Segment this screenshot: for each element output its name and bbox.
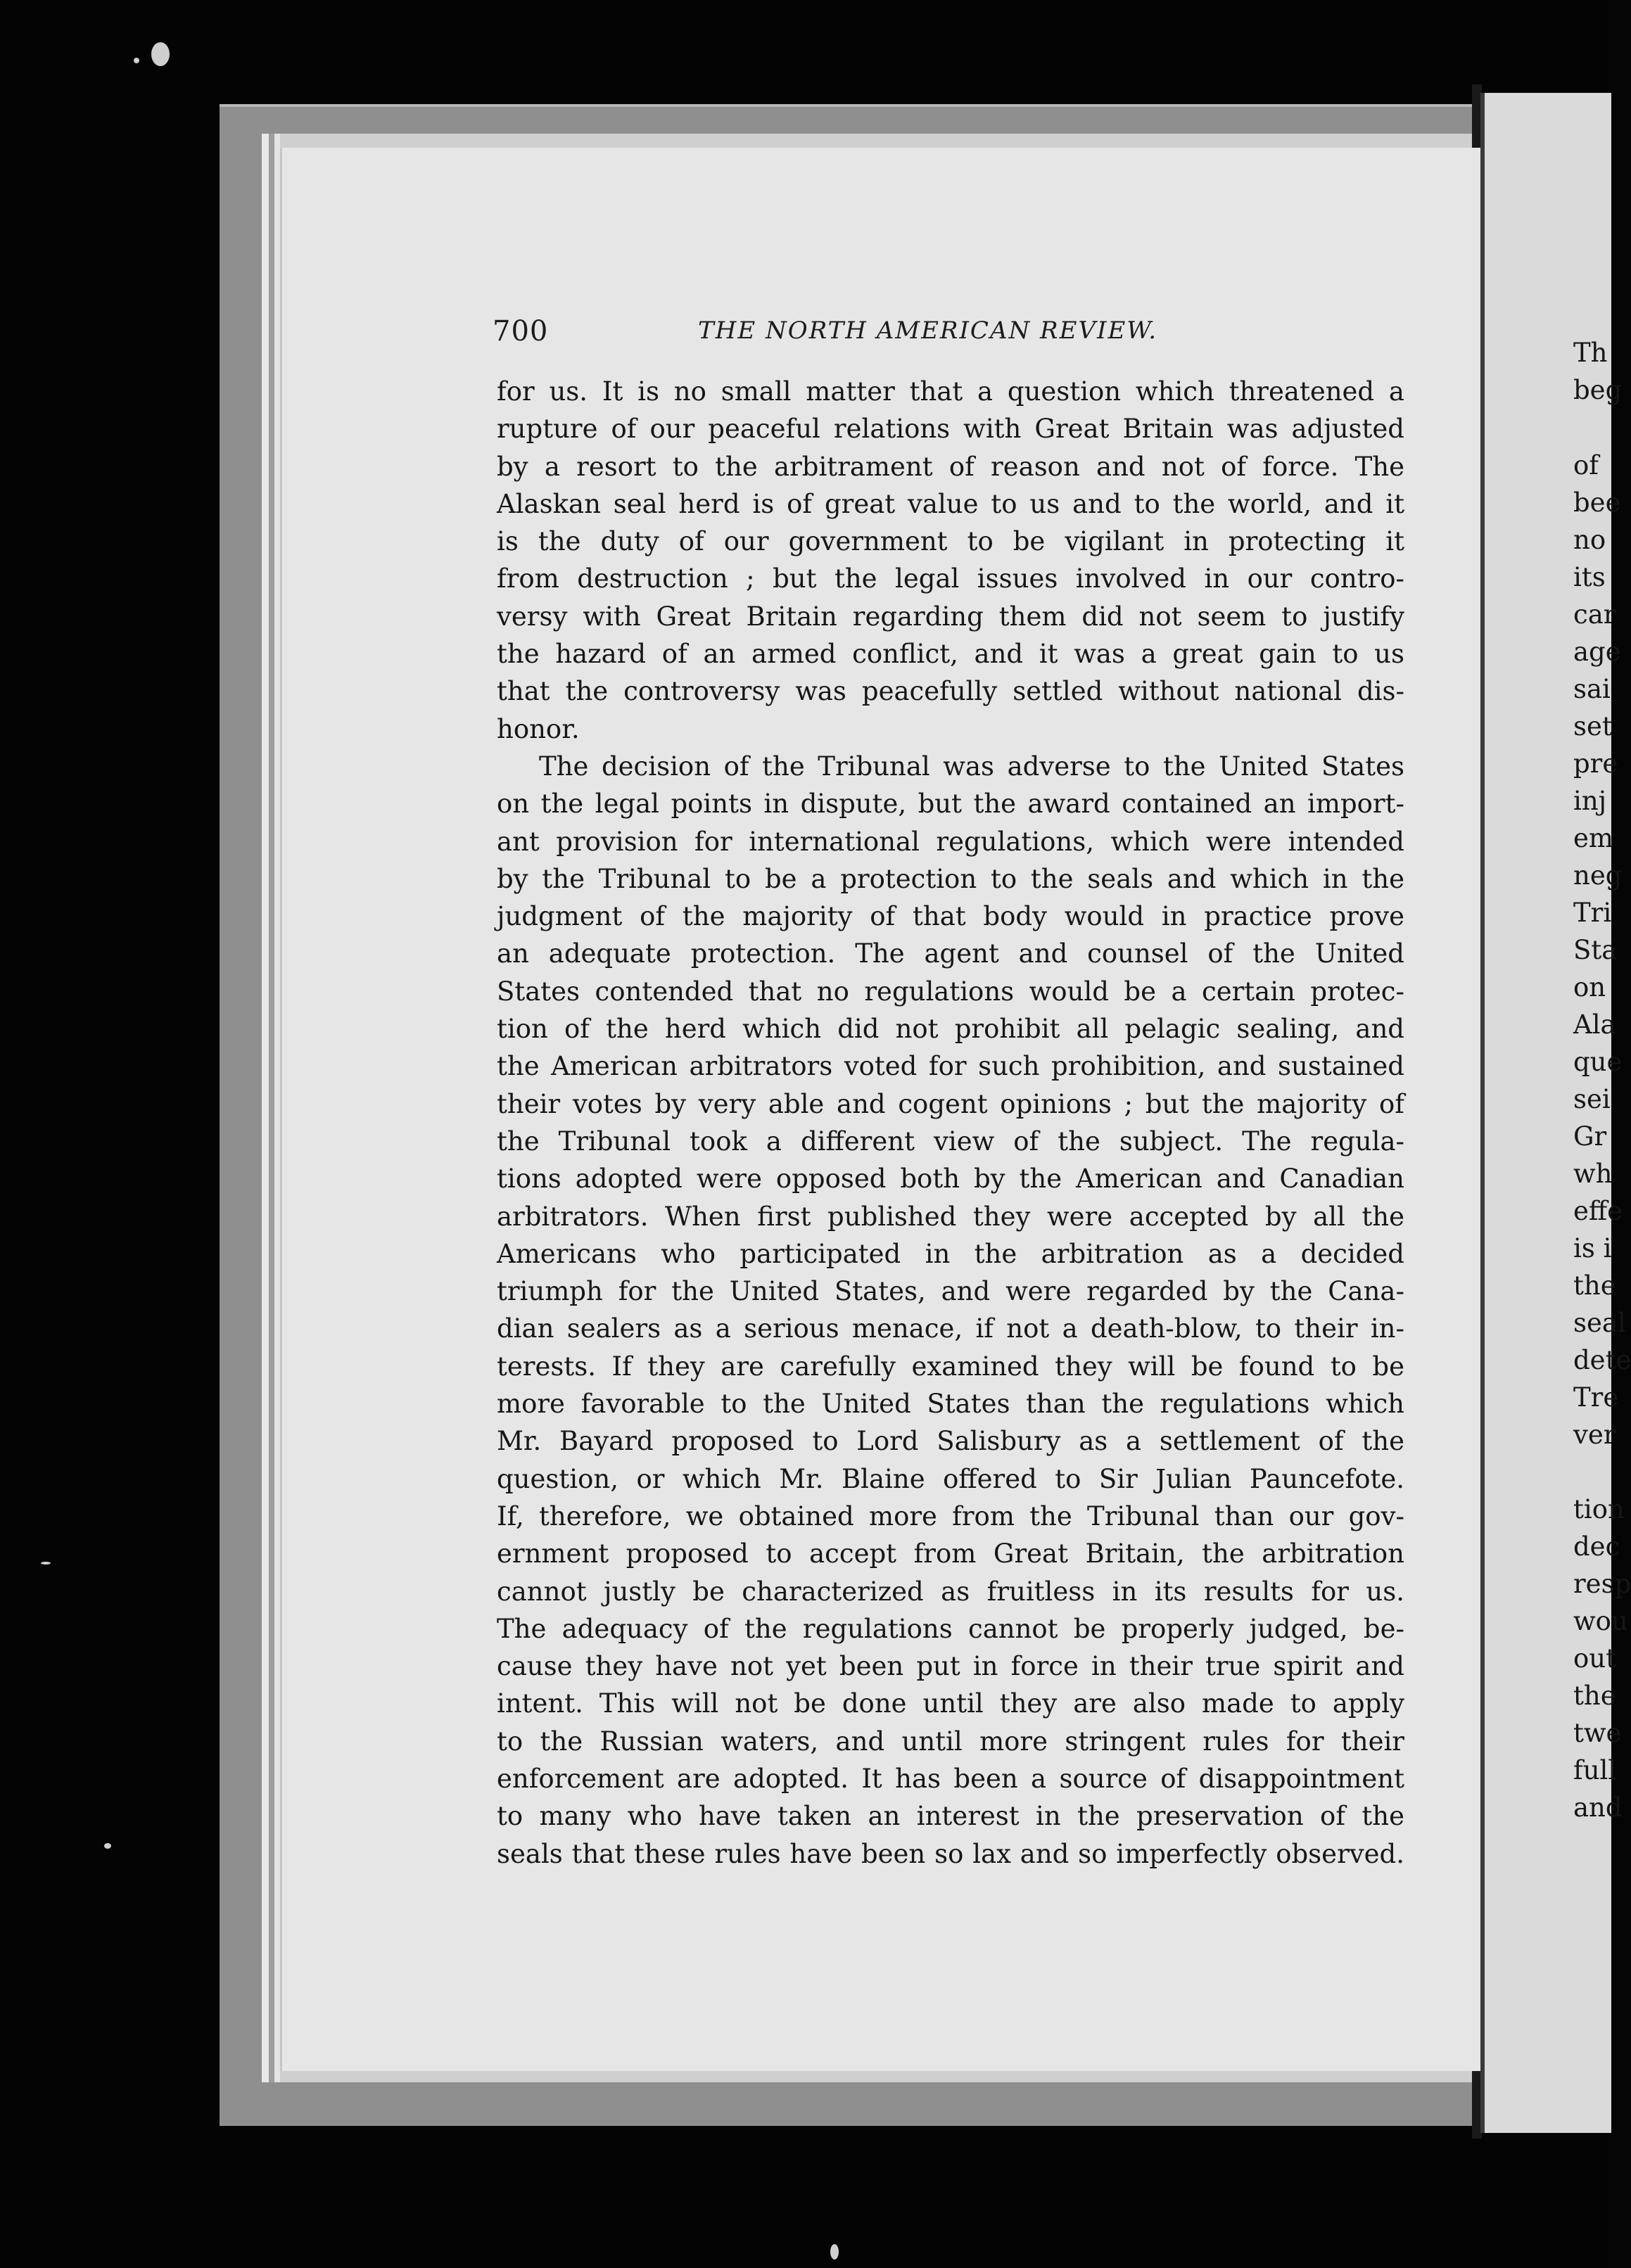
text-line: terests. If they are carefully examined they will be found to be [497,1351,1404,1382]
text-line: their votes by very able and cogent opinions ; but the majority of [497,1088,1404,1119]
text-line: cannot justly be characterized as fruitless in its results for us. [497,1576,1404,1607]
adjacent-fragment: twe [1573,1718,1622,1748]
scan-speck [134,58,139,63]
text-line: from destruction ; but the legal issues involved in our contro- [497,563,1404,594]
text-line: cause they have not yet been put in force in their true spirit and [497,1651,1404,1682]
text-line: on the legal points in dispute, but the award contained an import- [497,789,1404,820]
text-line: seals that these rules have been so lax and so imperfectly observed. [497,1838,1404,1869]
adjacent-fragment: the [1573,1270,1616,1301]
text-line: intent. This will not be done until they are also made to apply [497,1688,1404,1719]
running-title: THE NORTH AMERICAN REVIEW. [698,317,1158,345]
adjacent-fragment: set [1573,711,1613,741]
text-line: tion of the herd which did not prohibit all pelagic sealing, and [497,1014,1404,1045]
text-line: versy with Great Britain regarding them did not seem to justify [497,601,1404,632]
adjacent-fragment: tion [1573,1494,1625,1524]
text-line: The adequacy of the regulations cannot be properly judged, be- [497,1613,1404,1644]
text-line: tions adopted were opposed both by the American and Canadian [497,1164,1404,1194]
text-line: more favorable to the United States than the regulations which [497,1389,1404,1420]
adjacent-fragment: car [1573,599,1616,630]
adjacent-fragment: full [1573,1755,1617,1785]
text-line: the Tribunal took a different view of the subject. The regula- [497,1126,1404,1157]
adjacent-fragment: dec [1573,1531,1620,1562]
adjacent-fragment: wh [1573,1159,1613,1189]
text-line: to many who have taken an interest in the preservation of the [497,1801,1404,1832]
page-header [493,315,1407,357]
text-line: States contended that no regulations would be a certain protec- [497,976,1404,1007]
text-line: arbitrators. When first published they were accepted by all the [497,1201,1404,1232]
adjacent-fragment: wou [1573,1606,1628,1636]
text-line: by the Tribunal to be a protection to the seals and which in the [497,863,1404,894]
adjacent-fragment: is i [1573,1233,1612,1263]
adjacent-fragment: neg [1573,860,1623,891]
adjacent-fragment: Gr [1573,1121,1607,1152]
text-line: The decision of the Tribunal was adverse to the United States [539,751,1404,782]
text-line: for us. It is no small matter that a question which threatened a [497,376,1404,407]
adjacent-fragment: beg [1573,375,1623,405]
text-line: triumph for the United States, and were regarded by the Cana- [497,1276,1404,1307]
text-line: honor. [497,713,580,744]
page-number: 700 [493,315,549,348]
scan-speck [830,2244,839,2260]
adjacent-fragment: Ala [1573,1009,1616,1040]
adjacent-fragment: effe [1573,1196,1623,1226]
adjacent-fragment: em [1573,823,1613,853]
text-line: by a resort to the arbitrament of reason and not of force. The [497,451,1404,482]
text-line: dian sealers as a serious menace, if not a death-blow, to their in- [497,1313,1404,1344]
adjacent-fragment: que [1573,1047,1623,1077]
adjacent-fragment: sai [1573,674,1611,704]
text-line: question, or which Mr. Blaine offered to Sir Julian Pauncefote. [497,1463,1404,1494]
text-line: ernment proposed to accept from Great Britain, the arbitration [497,1538,1404,1569]
scan-speck [41,1562,51,1565]
adjacent-fragment: and [1573,1792,1623,1823]
adjacent-fragment: dete [1573,1345,1631,1375]
text-line: ant provision for international regulations, which were intended [497,826,1404,857]
text-line: Americans who participated in the arbitration as a decided [497,1238,1404,1269]
adjacent-fragment: the [1573,1681,1616,1711]
text-line: Mr. Bayard proposed to Lord Salisbury as a settlement of the [497,1426,1404,1457]
adjacent-fragment: resp [1573,1569,1631,1599]
adjacent-fragment: sei [1573,1084,1611,1114]
adjacent-fragment: Tre [1573,1382,1619,1413]
adjacent-fragment: seal [1573,1308,1626,1338]
adjacent-fragment: Th [1573,338,1608,368]
body-text [497,373,1404,1873]
text-line: Alaskan seal herd is of great value to us and to the world, and it [497,488,1404,519]
scan-speck [104,1843,111,1849]
adjacent-fragment: on [1573,972,1606,1002]
adjacent-fragment: inj [1573,786,1607,816]
adjacent-fragment: no [1573,525,1606,555]
adjacent-fragment: of [1573,450,1599,480]
adjacent-fragment: Sta [1573,935,1618,965]
text-line: the hazard of an armed conflict, and it was a great gain to us [497,639,1404,670]
adjacent-fragment: bee [1573,488,1621,518]
text-line: enforcement are adopted. It has been a source of disappointment [497,1763,1404,1794]
adjacent-fragment: Tri [1573,898,1612,928]
text-line: judgment of the majority of that body would in practice prove [497,901,1404,932]
text-line: an adequate protection. The agent and counsel of the United [497,938,1404,969]
text-line: that the controversy was peacefully settled without national dis- [497,676,1404,707]
text-line: is the duty of our government to be vigilant in protecting it [497,526,1404,557]
text-line: If, therefore, we obtained more from the Tribunal than our gov- [497,1501,1404,1531]
adjacent-fragment: age [1573,637,1621,667]
adjacent-fragment: its [1573,562,1606,592]
adjacent-fragment: ver [1573,1420,1616,1450]
scan-speck [151,42,170,66]
text-line: to the Russian waters, and until more stringent rules for their [497,1726,1404,1757]
adjacent-fragment: pre [1573,748,1618,779]
text-line: rupture of our peaceful relations with Great Britain was adjusted [497,414,1404,445]
adjacent-fragment: out [1573,1643,1616,1674]
text-line: the American arbitrators voted for such prohibition, and sustained [497,1051,1404,1082]
